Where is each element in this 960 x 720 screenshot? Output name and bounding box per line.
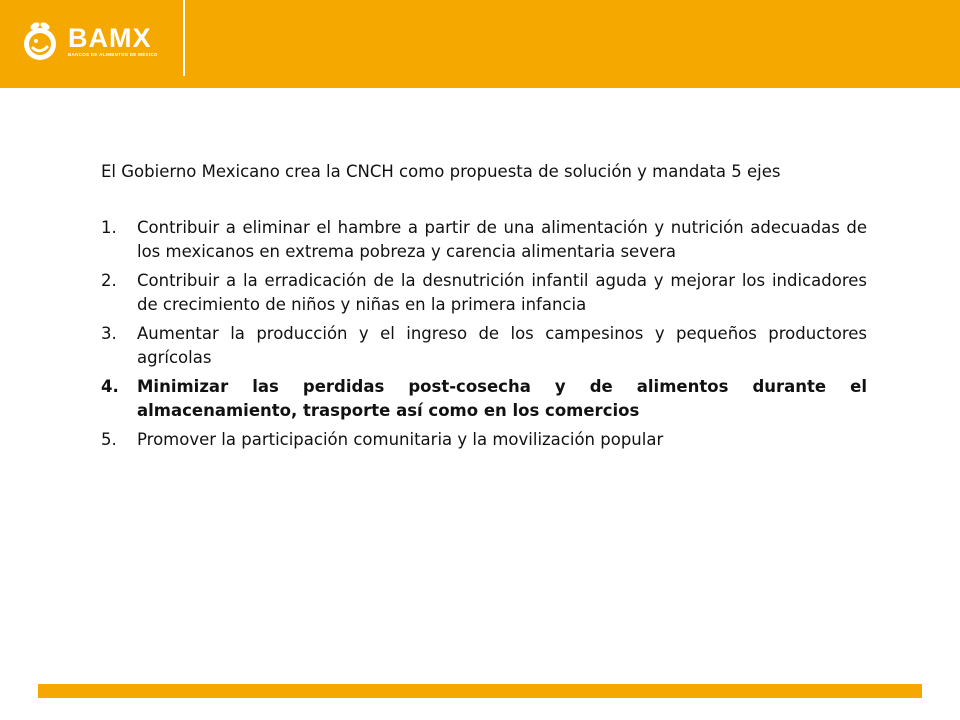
axes-list — [101, 216, 867, 452]
list-item-number: 1. — [101, 218, 117, 237]
list-item-text: Promover la participación comunitaria y la movilización popular — [137, 430, 664, 449]
list-item-text: Contribuir a la erradicación de la desnutrición infantil aguda y mejorar los indicadores de crecimiento de niños y niñas en la primera infancia — [137, 271, 867, 314]
footer-bar — [38, 684, 922, 698]
list-item-number: 2. — [101, 271, 117, 290]
list-item-number: 4. — [101, 377, 119, 396]
list-item — [101, 322, 867, 370]
list-item — [101, 216, 867, 264]
logo-subtitle: BANCOS DE ALIMENTOS DE MÉXICO — [68, 52, 158, 57]
list-item-text: Minimizar las perdidas post-cosecha y de alimentos durante el almacenamiento, trasporte así como en los comercios — [137, 377, 867, 420]
slide-content — [101, 160, 867, 457]
list-item-text: Contribuir a eliminar el hambre a partir de una alimentación y nutrición adecuadas de los mexicanos en extrema pobreza y carencia alimentaria severa — [137, 218, 867, 261]
list-item-highlighted — [101, 375, 867, 423]
list-item — [101, 428, 867, 452]
list-item-text: Aumentar la producción y el ingreso de los campesinos y pequeños productores agrícolas — [137, 324, 867, 367]
list-item — [101, 269, 867, 317]
list-item-number: 5. — [101, 430, 117, 449]
header-bar — [0, 0, 960, 88]
bamx-logo — [18, 12, 178, 70]
intro-paragraph: El Gobierno Mexicano crea la CNCH como propuesta de solución y mandata 5 ejes — [101, 162, 781, 181]
header-divider — [183, 0, 185, 76]
logo-wordmark: BAMX — [68, 23, 152, 53]
orange-fruit-icon — [18, 19, 62, 63]
list-item-number: 3. — [101, 324, 117, 343]
